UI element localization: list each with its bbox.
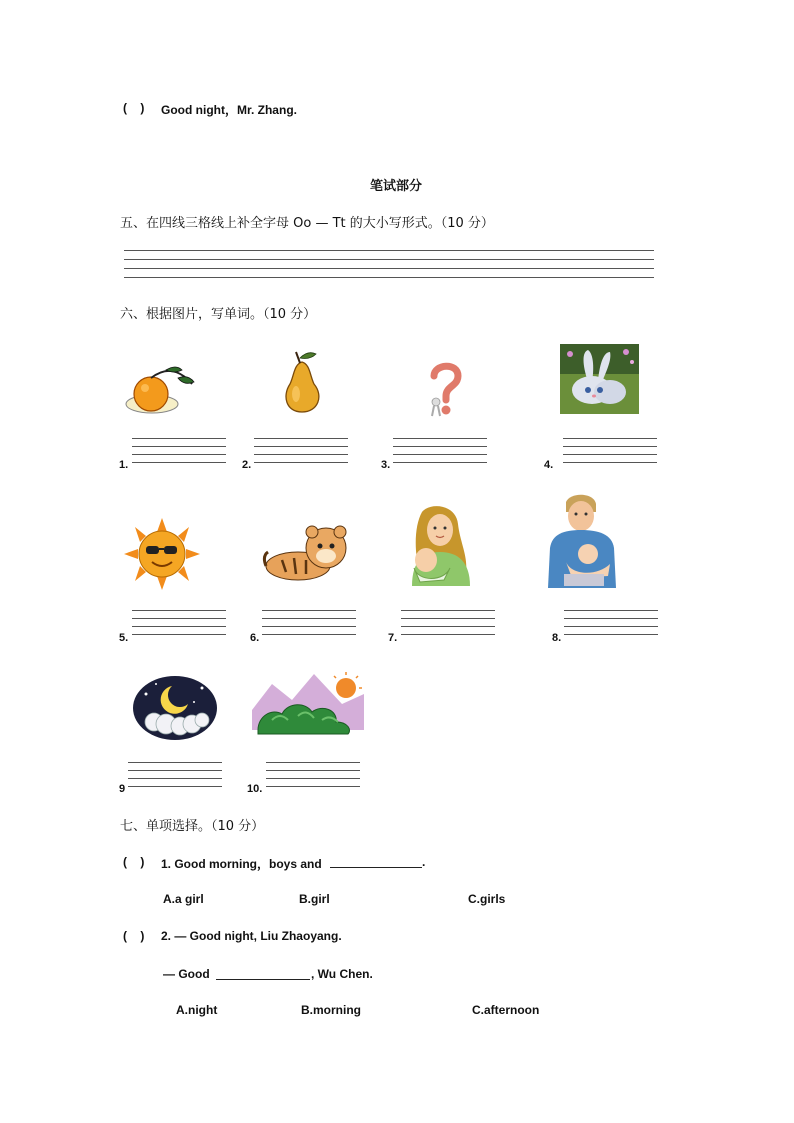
mother-icon	[400, 502, 476, 586]
answer-lines-8[interactable]	[564, 610, 658, 638]
q7-1-option-a[interactable]: A.a girl	[163, 892, 204, 906]
item-number-6: 6.	[250, 632, 260, 644]
night-moon-icon	[132, 672, 218, 742]
item-number-7: 7.	[388, 632, 398, 644]
top-item-text: Good night，Mr. Zhang.	[161, 103, 297, 117]
answer-lines-7[interactable]	[401, 610, 495, 638]
item-number-10: 10.	[247, 783, 263, 795]
q7-title: 七、单项选择。（10 分）	[120, 819, 265, 834]
answer-lines-5[interactable]	[132, 610, 226, 638]
answer-lines-10[interactable]	[266, 762, 360, 790]
q7-2-paren[interactable]: ( )	[123, 929, 145, 943]
q5-title: 五、在四线三格线上补全字母 Oo — Tt 的大小写形式。（10 分）	[120, 216, 494, 231]
rabbit-icon	[560, 344, 639, 414]
top-item-paren: ( )	[123, 101, 145, 115]
q7-2-reply-start: — Good	[163, 967, 210, 981]
q7-1-option-c[interactable]: C.girls	[468, 892, 506, 906]
item-number-8: 8.	[552, 632, 562, 644]
tiger-icon	[262, 520, 350, 584]
q7-2-option-b[interactable]: B.morning	[301, 1003, 361, 1017]
q7-1-paren[interactable]: ( )	[123, 855, 145, 869]
answer-lines-2[interactable]	[254, 438, 348, 466]
q7-1-blank[interactable]	[330, 856, 422, 868]
q7-2-reply-end: , Wu Chen.	[311, 967, 373, 981]
q7-2-option-a[interactable]: A.night	[176, 1003, 218, 1017]
item-number-4: 4.	[544, 459, 554, 471]
answer-lines-9[interactable]	[128, 762, 222, 790]
item-number-3: 3.	[381, 459, 391, 471]
q7-1-stem: 1. Good morning，boys and	[161, 857, 322, 871]
item-number-2: 2.	[242, 459, 252, 471]
q6-title: 六、根据图片，写单词。（10 分）	[120, 307, 317, 322]
q7-2-stem: 2. — Good night, Liu Zhaoyang.	[161, 929, 342, 943]
answer-lines-6[interactable]	[262, 610, 356, 638]
q7-2-option-c[interactable]: C.afternoon	[472, 1003, 540, 1017]
sun-icon	[124, 518, 200, 590]
answer-lines-4[interactable]	[563, 438, 657, 466]
q7-1-stem-end: .	[422, 855, 426, 869]
q7-2-blank[interactable]	[216, 968, 310, 980]
answer-lines-3[interactable]	[393, 438, 487, 466]
item-number-1: 1.	[119, 459, 129, 471]
pear-icon	[274, 350, 330, 416]
answer-lines-1[interactable]	[132, 438, 226, 466]
section-title: 笔试部分	[370, 179, 423, 194]
item-number-5: 5.	[119, 632, 129, 644]
q5-writing-lines[interactable]	[124, 250, 654, 280]
question-mark-icon	[420, 358, 468, 418]
orange-icon	[124, 362, 196, 418]
father-icon	[542, 492, 622, 588]
item-number-9: 9	[119, 783, 126, 795]
q7-1-option-b[interactable]: B.girl	[299, 892, 330, 906]
afternoon-landscape-icon	[252, 660, 364, 736]
